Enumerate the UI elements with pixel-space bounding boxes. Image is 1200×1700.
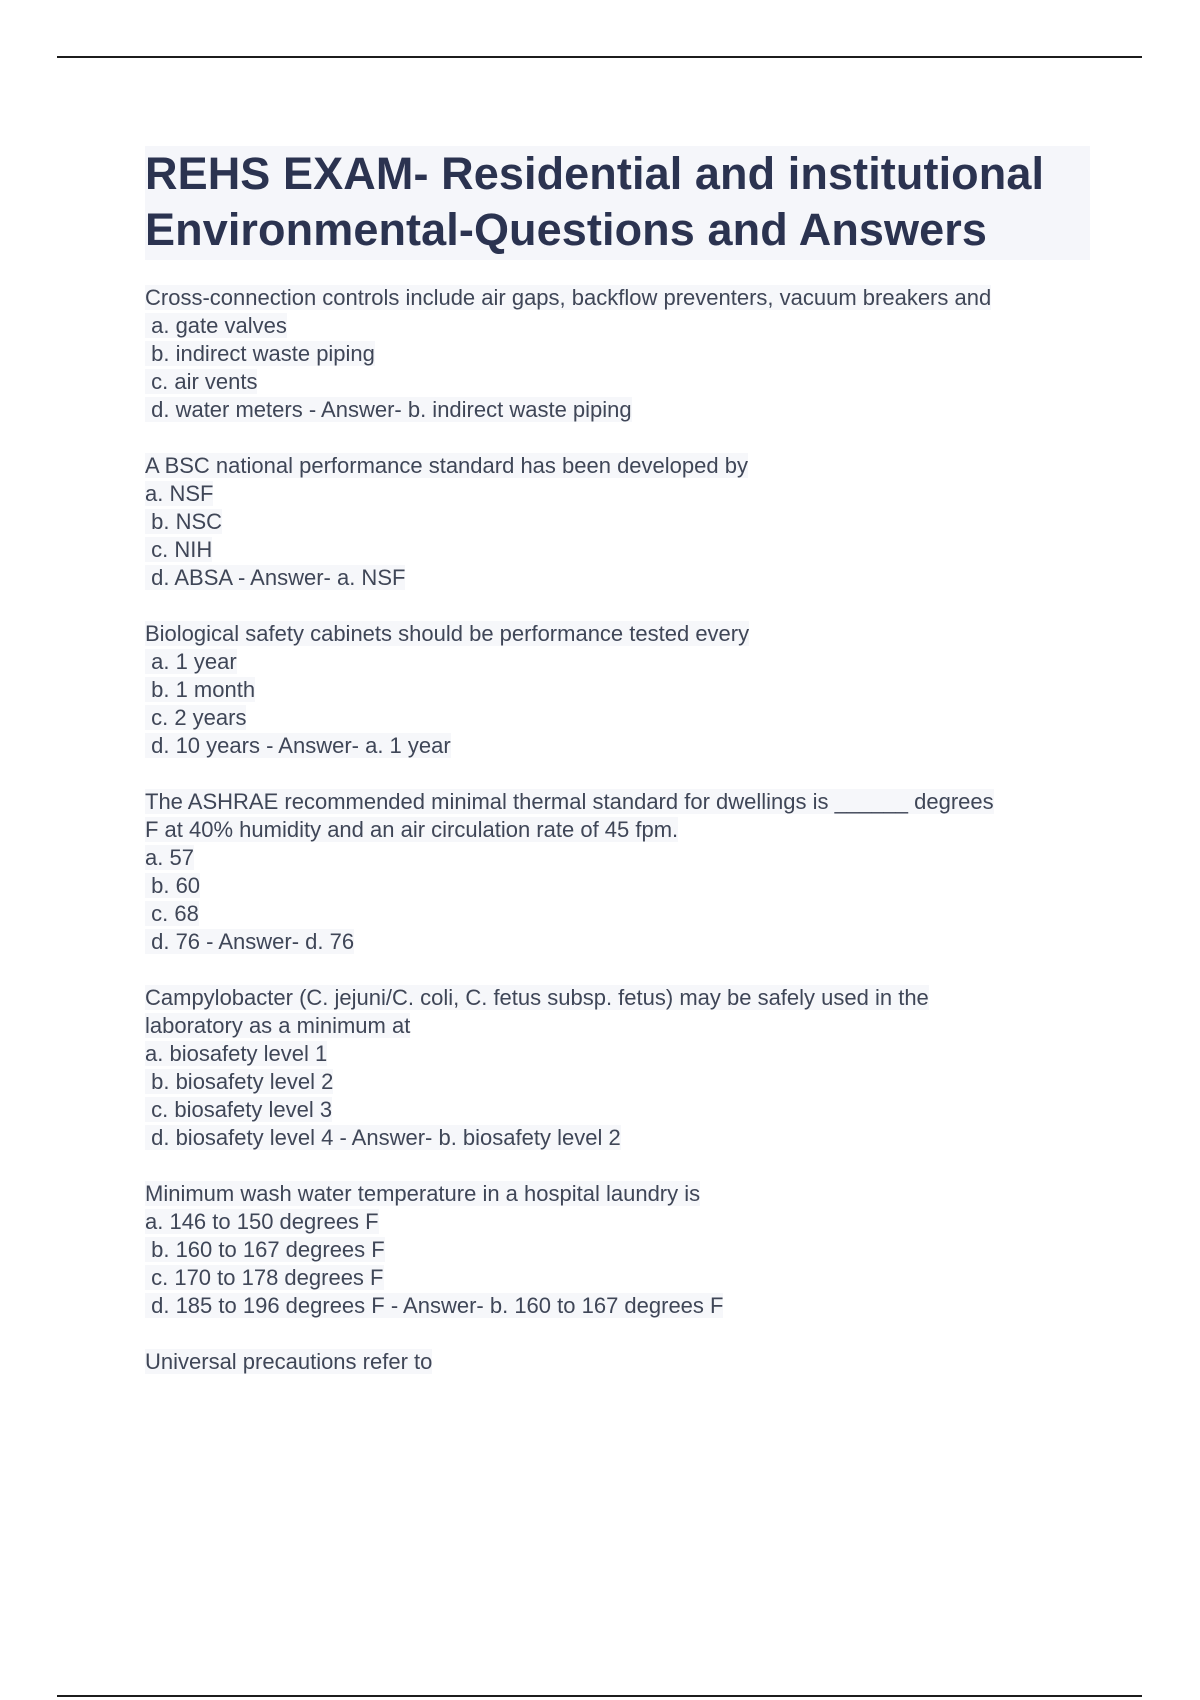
question-stem-text: F at 40% humidity and an air circulation rate of 45 fpm. (145, 817, 679, 842)
answer-option-line (145, 676, 1090, 704)
question-stem-text: Cross-connection controls include air gaps, backflow preventers, vacuum breakers and (145, 285, 992, 310)
question-list (145, 284, 1090, 1376)
title-block (145, 146, 1090, 260)
answer-option-line (145, 1096, 1090, 1124)
question-stem-line (145, 984, 1090, 1012)
question-stem-line (145, 1348, 1090, 1376)
answer-option-text: b. biosafety level 2 (145, 1069, 334, 1094)
question-stem-line (145, 788, 1090, 816)
answer-option-line (145, 1068, 1090, 1096)
question-stem-line (145, 816, 1090, 844)
answer-option-line (145, 1236, 1090, 1264)
answer-option-text: a. NSF (145, 481, 214, 506)
question-stem-line (145, 452, 1090, 480)
answer-option-text: b. indirect waste piping (145, 341, 375, 366)
answer-option-line (145, 536, 1090, 564)
question-stem-text: laboratory as a minimum at (145, 1013, 411, 1038)
answer-option-text: b. 160 to 167 degrees F (145, 1237, 385, 1262)
answer-option-text: d. biosafety level 4 - Answer- b. biosafety level 2 (145, 1125, 621, 1150)
question-block (145, 620, 1090, 760)
answer-option-line (145, 928, 1090, 956)
answer-option-text: c. 170 to 178 degrees F (145, 1265, 384, 1290)
question-stem-text: Universal precautions refer to (145, 1349, 433, 1374)
question-stem-line (145, 1180, 1090, 1208)
answer-option-text: b. 1 month (145, 677, 256, 702)
answer-option-text: d. 185 to 196 degrees F - Answer- b. 160 to 167 degrees F (145, 1293, 724, 1318)
answer-option-line (145, 900, 1090, 928)
question-stem-line (145, 620, 1090, 648)
answer-option-text: a. 146 to 150 degrees F (145, 1209, 379, 1234)
answer-option-line (145, 844, 1090, 872)
top-rule (57, 56, 1142, 58)
answer-option-line (145, 1040, 1090, 1068)
answer-option-text: b. 60 (145, 873, 201, 898)
question-stem-text: Campylobacter (C. jejuni/C. coli, C. fetus subsp. fetus) may be safely used in the (145, 985, 929, 1010)
question-block (145, 1180, 1090, 1320)
answer-option-text: d. 76 - Answer- d. 76 (145, 929, 355, 954)
answer-option-line (145, 1264, 1090, 1292)
answer-option-text: d. 10 years - Answer- a. 1 year (145, 733, 451, 758)
question-stem-text: The ASHRAE recommended minimal thermal standard for dwellings is ______ degrees (145, 789, 994, 814)
question-block (145, 788, 1090, 956)
answer-option-line (145, 340, 1090, 368)
answer-option-text: c. air vents (145, 369, 258, 394)
question-block (145, 1348, 1090, 1376)
answer-option-line (145, 648, 1090, 676)
answer-option-text: c. 2 years (145, 705, 247, 730)
answer-option-line (145, 368, 1090, 396)
question-block (145, 284, 1090, 424)
answer-option-text: d. ABSA - Answer- a. NSF (145, 565, 406, 590)
answer-option-text: a. 57 (145, 845, 194, 870)
question-stem-line (145, 284, 1090, 312)
answer-option-line (145, 312, 1090, 340)
answer-option-text: d. water meters - Answer- b. indirect waste piping (145, 397, 632, 422)
answer-option-text: a. 1 year (145, 649, 237, 674)
answer-option-text: a. gate valves (145, 313, 287, 338)
answer-option-text: c. biosafety level 3 (145, 1097, 333, 1122)
answer-option-line (145, 1208, 1090, 1236)
answer-option-text: b. NSC (145, 509, 223, 534)
answer-option-line (145, 508, 1090, 536)
answer-option-line (145, 396, 1090, 424)
document-title: REHS EXAM- Residential and institutional Environmental-Questions and Answers (145, 148, 1045, 255)
answer-option-line (145, 732, 1090, 760)
question-block (145, 452, 1090, 592)
question-stem-text: Minimum wash water temperature in a hospital laundry is (145, 1181, 701, 1206)
answer-option-text: c. 68 (145, 901, 199, 926)
answer-option-line (145, 1124, 1090, 1152)
answer-option-text: a. biosafety level 1 (145, 1041, 328, 1066)
bottom-rule (57, 1695, 1142, 1697)
answer-option-line (145, 872, 1090, 900)
document-body (145, 146, 1090, 1404)
answer-option-line (145, 704, 1090, 732)
question-stem-text: A BSC national performance standard has been developed by (145, 453, 748, 478)
answer-option-text: c. NIH (145, 537, 213, 562)
question-block (145, 984, 1090, 1152)
answer-option-line (145, 480, 1090, 508)
answer-option-line (145, 564, 1090, 592)
question-stem-line (145, 1012, 1090, 1040)
answer-option-line (145, 1292, 1090, 1320)
question-stem-text: Biological safety cabinets should be performance tested every (145, 621, 750, 646)
